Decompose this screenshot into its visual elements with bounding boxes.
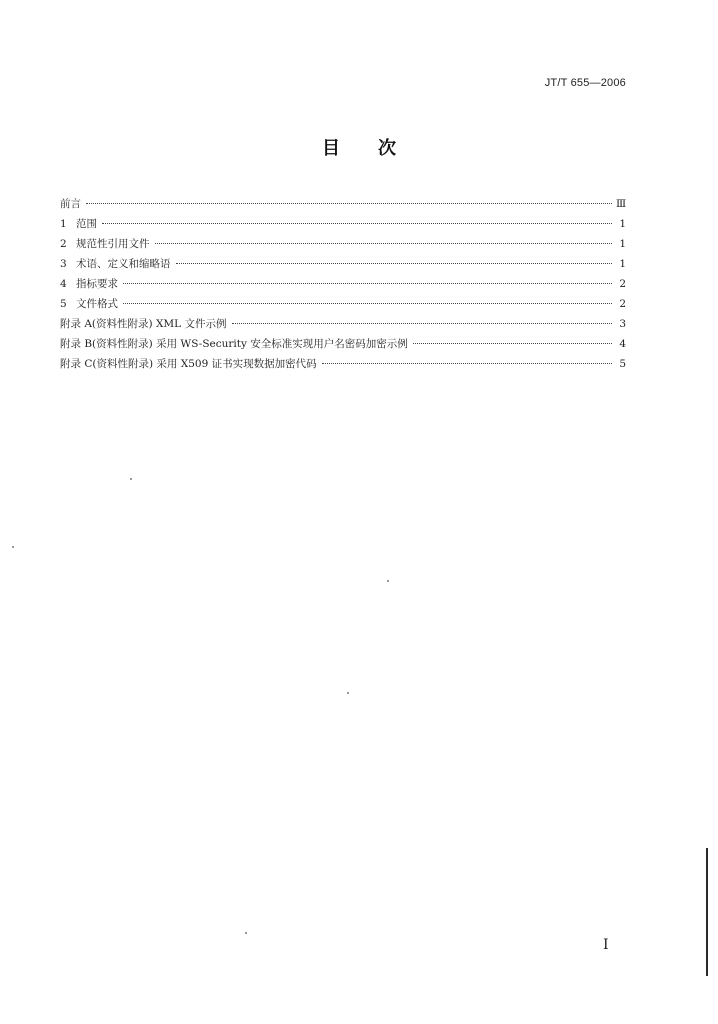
toc-leader (86, 203, 612, 204)
toc-leader (176, 263, 613, 264)
scan-speck (347, 692, 349, 694)
toc-entry-number: 5 (60, 298, 67, 310)
toc-entry-page: 1 (619, 218, 626, 230)
scan-edge-line (706, 848, 708, 976)
toc-leader (123, 303, 612, 304)
toc-leader (413, 343, 612, 344)
toc-entry-foreword[interactable] (60, 194, 626, 214)
scan-speck (387, 580, 389, 582)
toc-title: 目次 (322, 138, 434, 159)
scan-speck (245, 932, 247, 934)
toc-entry-page: 3 (619, 318, 626, 330)
toc-entry-appendix-c[interactable] (60, 354, 626, 374)
toc-entry-page: 2 (619, 298, 626, 310)
toc-entry-text: 附录 B(资料性附录) 采用 WS-Security 安全标准实现用户名密码加密示例 (60, 338, 408, 350)
toc-entry-terms-definitions[interactable] (60, 254, 626, 274)
toc-leader (232, 323, 613, 324)
toc-entry-number: 1 (60, 218, 67, 230)
toc-entry-page: 2 (619, 278, 626, 290)
toc-entry-text: 前言 (60, 198, 81, 210)
toc-leader (123, 283, 612, 284)
toc-leader (322, 363, 612, 364)
toc-entry-number: 3 (60, 258, 67, 270)
toc-entry-scope[interactable] (60, 214, 626, 234)
page-number: Ⅰ (603, 937, 609, 953)
toc-leader (155, 243, 613, 244)
toc-entry-page: 4 (619, 338, 626, 350)
toc-entry-appendix-a[interactable] (60, 314, 626, 334)
table-of-contents (60, 194, 626, 374)
toc-entry-number: 4 (60, 278, 67, 290)
toc-entry-number: 2 (60, 238, 67, 250)
toc-entry-text: 范围 (76, 218, 97, 230)
scan-speck (130, 478, 132, 480)
toc-entry-requirements[interactable] (60, 274, 626, 294)
toc-entry-text: 术语、定义和缩略语 (76, 258, 171, 270)
toc-entry-file-format[interactable] (60, 294, 626, 314)
toc-entry-text: 文件格式 (76, 298, 118, 310)
toc-entry-appendix-b[interactable] (60, 334, 626, 354)
toc-entry-text: 附录 A(资料性附录) XML 文件示例 (60, 318, 227, 330)
toc-entry-page: 1 (619, 258, 626, 270)
toc-leader (102, 223, 612, 224)
scan-speck (12, 546, 14, 548)
toc-entry-text: 指标要求 (76, 278, 118, 290)
toc-entry-normative-references[interactable] (60, 234, 626, 254)
toc-entry-page: 5 (619, 358, 626, 370)
standard-code: JT/T 655—2006 (544, 77, 626, 89)
toc-entry-page: Ⅲ (616, 198, 627, 210)
toc-entry-text: 附录 C(资料性附录) 采用 X509 证书实现数据加密代码 (60, 358, 317, 370)
toc-entry-text: 规范性引用文件 (76, 238, 150, 250)
toc-entry-page: 1 (619, 238, 626, 250)
